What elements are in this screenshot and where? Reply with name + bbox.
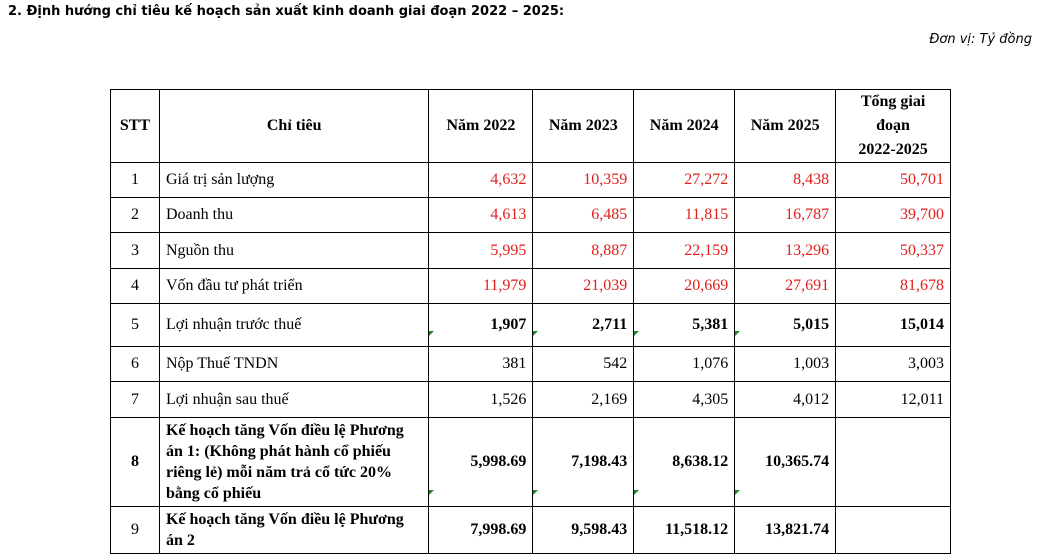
value-2022: 1,526 <box>429 382 533 418</box>
value-2022: 5,995 <box>429 233 533 269</box>
value-total: 50,701 <box>836 163 951 198</box>
header-2023: Năm 2023 <box>533 90 634 163</box>
cell-note-marker <box>533 490 538 495</box>
value-2023: 10,359 <box>533 163 634 198</box>
cell-note-marker <box>634 331 639 336</box>
stt-cell: 7 <box>111 382 160 418</box>
value-2023: 2,169 <box>533 382 634 418</box>
header-2024: Năm 2024 <box>634 90 735 163</box>
indicator-line: bằng cổ phiếu <box>165 485 262 502</box>
value-2024: 20,669 <box>634 269 735 304</box>
header-total-line2: 2022-2025 <box>858 141 928 158</box>
value-2023: 21,039 <box>533 269 634 304</box>
value-2024: 8,638.12 <box>634 418 735 507</box>
value-total: 39,700 <box>836 198 951 233</box>
value-total <box>836 507 951 554</box>
indicator-line: riêng lẻ) mỗi năm trả cổ tức 20% <box>165 464 392 481</box>
stt-cell: 5 <box>111 304 160 347</box>
value-2025: 4,012 <box>735 382 836 418</box>
indicator-cell: Vốn đầu tư phát triển <box>159 269 428 304</box>
indicator-line: án 1: (Không phát hành cổ phiếu <box>165 443 391 460</box>
value-2024: 11,518.12 <box>634 507 735 554</box>
value-2023: 7,198.43 <box>533 418 634 507</box>
table-row <box>111 382 951 418</box>
value-2024: 5,381 <box>634 304 735 347</box>
indicator-cell: Doanh thu <box>159 198 428 233</box>
value-2025: 1,003 <box>735 347 836 382</box>
value-2022: 4,632 <box>429 163 533 198</box>
value-2023: 8,887 <box>533 233 634 269</box>
indicator-cell: Nguồn thu <box>159 233 428 269</box>
value-2022: 11,979 <box>429 269 533 304</box>
cell-note-marker <box>634 490 639 495</box>
value-total: 50,337 <box>836 233 951 269</box>
indicator-cell: Lợi nhuận trước thuế <box>159 304 428 347</box>
value-2023: 2,711 <box>533 304 634 347</box>
value-2022: 7,998.69 <box>429 507 533 554</box>
table-row <box>111 269 951 304</box>
stt-cell: 8 <box>111 418 160 507</box>
header-indicator: Chỉ tiêu <box>159 90 428 163</box>
cell-note-marker <box>735 331 740 336</box>
value-2025: 8,438 <box>735 163 836 198</box>
value-2024: 1,076 <box>634 347 735 382</box>
value-2024: 27,272 <box>634 163 735 198</box>
plan-table <box>110 89 951 554</box>
indicator-line: Kế hoạch tăng Vốn điều lệ Phương <box>165 511 404 528</box>
value-2023: 9,598.43 <box>533 507 634 554</box>
value-2025: 10,365.74 <box>735 418 836 507</box>
value-total: 3,003 <box>836 347 951 382</box>
indicator-cell <box>159 418 428 507</box>
table-row <box>111 418 951 507</box>
header-total-line1: Tổng giai đoạn <box>860 93 926 134</box>
header-total <box>836 90 951 163</box>
table-row <box>111 347 951 382</box>
cell-note-marker <box>533 331 538 336</box>
value-total <box>836 418 951 507</box>
indicator-cell <box>159 507 428 554</box>
value-2024: 4,305 <box>634 382 735 418</box>
cell-note-marker <box>429 490 434 495</box>
value-2022: 1,907 <box>429 304 533 347</box>
value-2024: 11,815 <box>634 198 735 233</box>
table-row <box>111 198 951 233</box>
stt-cell: 2 <box>111 198 160 233</box>
value-2023: 542 <box>533 347 634 382</box>
header-2025: Năm 2025 <box>735 90 836 163</box>
header-2022: Năm 2022 <box>429 90 533 163</box>
value-2025: 13,821.74 <box>735 507 836 554</box>
indicator-cell: Nộp Thuế TNDN <box>159 347 428 382</box>
indicator-line: Kế hoạch tăng Vốn điều lệ Phương <box>165 422 404 439</box>
value-2025: 13,296 <box>735 233 836 269</box>
table-header-row <box>111 90 951 163</box>
value-total: 15,014 <box>836 304 951 347</box>
indicator-cell: Giá trị sản lượng <box>159 163 428 198</box>
indicator-line: án 2 <box>165 532 195 549</box>
value-2022: 4,613 <box>429 198 533 233</box>
value-2024: 22,159 <box>634 233 735 269</box>
value-total: 81,678 <box>836 269 951 304</box>
header-stt: STT <box>111 90 160 163</box>
stt-cell: 9 <box>111 507 160 554</box>
value-total: 12,011 <box>836 382 951 418</box>
cell-note-marker <box>429 331 434 336</box>
cell-note-marker <box>735 490 740 495</box>
unit-label: Đơn vị: Tỷ đồng <box>929 32 1032 47</box>
value-2022: 381 <box>429 347 533 382</box>
value-2025: 16,787 <box>735 198 836 233</box>
indicator-cell: Lợi nhuận sau thuế <box>159 382 428 418</box>
stt-cell: 3 <box>111 233 160 269</box>
table-row <box>111 233 951 269</box>
section-heading: 2. Định hướng chỉ tiêu kế hoạch sản xuất kinh doanh giai đoạn 2022 – 2025: <box>8 4 565 19</box>
table-row <box>111 163 951 198</box>
stt-cell: 6 <box>111 347 160 382</box>
value-2025: 5,015 <box>735 304 836 347</box>
table-row <box>111 507 951 554</box>
value-2022: 5,998.69 <box>429 418 533 507</box>
value-2025: 27,691 <box>735 269 836 304</box>
stt-cell: 4 <box>111 269 160 304</box>
stt-cell: 1 <box>111 163 160 198</box>
table-row <box>111 304 951 347</box>
value-2023: 6,485 <box>533 198 634 233</box>
